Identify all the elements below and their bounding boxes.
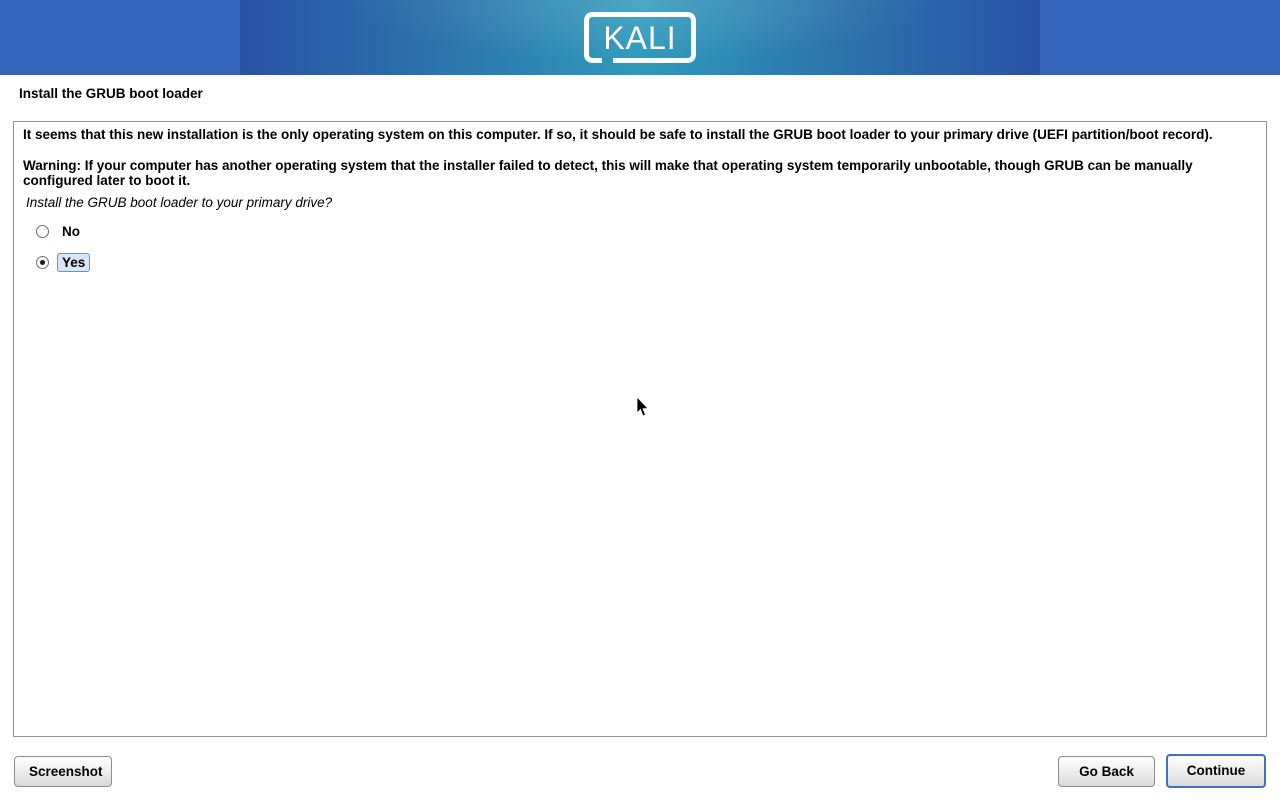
radio-option-no[interactable]	[36, 223, 1248, 241]
banner-gradient	[240, 0, 1040, 75]
warning-paragraph: Warning: If your computer has another operating system that the installer failed to detect, this will make that operating system temporarily unbootable, though GRUB can be manually configured later to boot it.	[23, 157, 1193, 188]
continue-button[interactable]: Continue	[1166, 754, 1266, 788]
info-paragraph: It seems that this new installation is the only operating system on this computer. If so, it should be safe to install the GRUB boot loader to your primary drive (UEFI partition/boot record).	[23, 127, 1213, 142]
kali-logo-text: KALI	[603, 20, 677, 56]
go-back-button[interactable]: Go Back	[1058, 756, 1155, 787]
radio-label-no[interactable]: No	[62, 224, 80, 239]
screenshot-button[interactable]: Screenshot	[14, 756, 112, 787]
installer-banner	[0, 0, 1280, 75]
radio-option-yes[interactable]	[36, 254, 1248, 272]
radio-label-yes[interactable]: Yes	[57, 253, 90, 272]
radio-button-no[interactable]	[36, 225, 49, 238]
page-title: Install the GRUB boot loader	[19, 86, 203, 101]
radio-button-yes[interactable]	[36, 256, 49, 269]
kali-logo	[582, 10, 698, 65]
question-text: Install the GRUB boot loader to your primary drive?	[26, 194, 333, 210]
content-panel	[13, 121, 1267, 737]
